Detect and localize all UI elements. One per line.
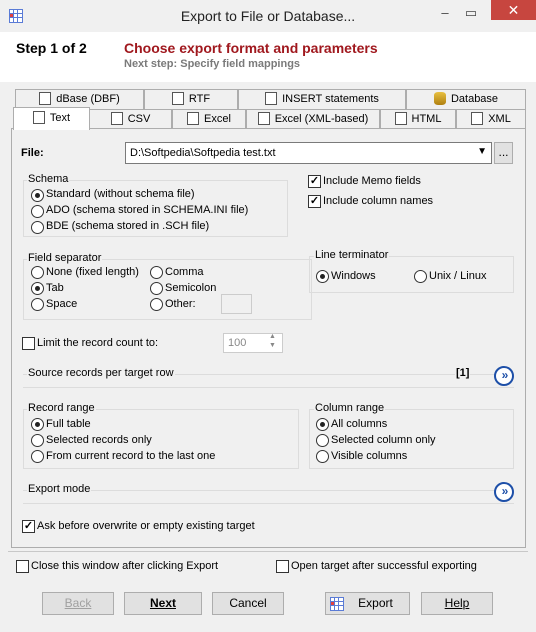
chevron-down-icon[interactable]: ▼ <box>477 146 487 157</box>
cancel-button[interactable]: Cancel <box>212 592 284 615</box>
line-terminator-title: Line terminator <box>315 249 389 261</box>
document-icon <box>172 92 184 105</box>
title-bar <box>0 0 536 33</box>
spin-down-icon[interactable]: ▼ <box>269 342 276 349</box>
schema-standard-label[interactable]: Standard (without schema file) <box>46 188 195 200</box>
tab-dbase[interactable]: dBase (DBF) <box>15 89 144 110</box>
export-mode-expand-button[interactable]: » <box>494 482 514 502</box>
range-full-table-label[interactable]: Full table <box>46 418 91 430</box>
document-icon <box>258 112 270 125</box>
separator-other-input[interactable] <box>221 294 252 314</box>
help-button[interactable]: Help <box>421 592 493 615</box>
document-icon <box>39 92 51 105</box>
separator-other-label[interactable]: Other: <box>165 298 196 310</box>
next-step-hint: Next step: Specify field mappings <box>124 58 301 70</box>
document-icon <box>33 111 45 124</box>
ask-overwrite-checkbox[interactable]: ✓ <box>23 520 34 532</box>
close-after-export-label[interactable]: Close this window after clicking Export <box>31 560 219 572</box>
limit-records-spinner[interactable] <box>223 333 283 353</box>
file-path-combobox[interactable] <box>125 142 492 164</box>
include-column-names-checkbox[interactable]: ✓ <box>309 195 320 207</box>
back-button[interactable]: Back <box>42 592 114 615</box>
step-label: Step 1 of 2 <box>16 40 87 56</box>
separator-none-radio[interactable] <box>31 266 44 279</box>
document-icon <box>187 112 199 125</box>
window-title: Export to File or Database... <box>180 8 356 24</box>
columns-selected-radio[interactable] <box>316 434 329 447</box>
range-from-current-label[interactable]: From current record to the last one <box>46 450 216 462</box>
tab-excel[interactable]: Excel <box>172 109 246 130</box>
terminator-unix-label[interactable]: Unix / Linux <box>429 270 487 282</box>
range-selected-label[interactable]: Selected records only <box>46 434 152 446</box>
tab-xml[interactable]: XML <box>456 109 526 130</box>
separator-comma-radio[interactable] <box>150 266 163 279</box>
column-range-title: Column range <box>315 402 385 414</box>
limit-records-value: 100 <box>228 337 247 349</box>
range-full-table-radio[interactable] <box>31 418 44 431</box>
document-icon <box>265 92 277 105</box>
tab-html[interactable]: HTML <box>380 109 456 130</box>
open-target-checkbox[interactable] <box>276 560 289 573</box>
tab-rtf[interactable]: RTF <box>144 89 238 110</box>
terminator-unix-radio[interactable] <box>414 270 427 283</box>
database-icon <box>434 92 446 105</box>
export-button[interactable]: Export <box>325 592 410 615</box>
columns-all-label[interactable]: All columns <box>331 418 388 430</box>
tab-csv[interactable]: CSV <box>89 109 172 130</box>
minimize-button[interactable]: – <box>441 5 449 20</box>
terminator-windows-radio[interactable] <box>316 270 329 283</box>
source-records-value: [1] <box>456 367 470 379</box>
columns-visible-radio[interactable] <box>316 450 329 463</box>
limit-records-checkbox[interactable] <box>22 337 35 350</box>
schema-group-title: Schema <box>28 173 69 185</box>
close-after-export-checkbox[interactable] <box>16 560 29 573</box>
tab-text[interactable]: Text <box>13 107 90 130</box>
schema-bde-radio[interactable] <box>31 221 44 234</box>
wizard-header <box>0 32 536 82</box>
document-icon <box>111 112 123 125</box>
close-button[interactable]: ✕ <box>491 0 536 20</box>
ask-overwrite-label[interactable]: Ask before overwrite or empty existing target <box>37 520 255 532</box>
file-label: File: <box>21 147 44 159</box>
export-mode-bar <box>23 490 514 504</box>
source-records-expand-button[interactable]: » <box>494 366 514 386</box>
open-target-label[interactable]: Open target after successful exporting <box>291 560 477 572</box>
separator-tab-radio[interactable] <box>31 282 44 295</box>
divider <box>8 551 528 552</box>
limit-records-label[interactable]: Limit the record count to: <box>37 337 159 349</box>
separator-space-label[interactable]: Space <box>46 298 78 310</box>
separator-none-label[interactable]: None (fixed length) <box>46 266 139 278</box>
file-path-value: D:\Softpedia\Softpedia test.txt <box>130 147 276 159</box>
next-button[interactable]: Next <box>124 592 202 615</box>
include-column-names-label[interactable]: Include column names <box>323 195 434 207</box>
restore-button[interactable]: ▭ <box>464 5 478 20</box>
spin-up-icon[interactable]: ▲ <box>269 333 276 340</box>
terminator-windows-label[interactable]: Windows <box>331 270 376 282</box>
separator-other-radio[interactable] <box>150 298 163 311</box>
range-selected-radio[interactable] <box>31 434 44 447</box>
columns-visible-label[interactable]: Visible columns <box>331 450 408 462</box>
range-from-current-radio[interactable] <box>31 450 44 463</box>
tab-excel-xml[interactable]: Excel (XML-based) <box>246 109 380 130</box>
step-title: Choose export format and parameters <box>124 40 378 56</box>
include-memo-checkbox[interactable]: ✓ <box>309 175 320 187</box>
export-mode-label: Export mode <box>28 483 91 495</box>
source-records-label: Source records per target row <box>28 367 174 379</box>
document-icon <box>471 112 483 125</box>
field-separator-title: Field separator <box>28 252 102 264</box>
schema-bde-label[interactable]: BDE (schema stored in .SCH file) <box>46 220 210 232</box>
columns-all-radio[interactable] <box>316 418 329 431</box>
schema-standard-radio[interactable] <box>31 189 44 202</box>
browse-button[interactable]: ... <box>494 142 513 164</box>
separator-semicolon-label[interactable]: Semicolon <box>165 282 217 294</box>
schema-ado-radio[interactable] <box>31 205 44 218</box>
separator-tab-label[interactable]: Tab <box>46 282 64 294</box>
separator-space-radio[interactable] <box>31 298 44 311</box>
record-range-title: Record range <box>28 402 95 414</box>
include-memo-label[interactable]: Include Memo fields <box>323 175 421 187</box>
document-icon <box>395 112 407 125</box>
export-grid-icon <box>330 597 344 611</box>
columns-selected-label[interactable]: Selected column only <box>331 434 436 446</box>
schema-ado-label[interactable]: ADO (schema stored in SCHEMA.INI file) <box>46 204 249 216</box>
tab-insert-statements[interactable]: INSERT statements <box>238 89 406 110</box>
separator-semicolon-radio[interactable] <box>150 282 163 295</box>
separator-comma-label[interactable]: Comma <box>165 266 204 278</box>
tab-database[interactable]: Database <box>406 89 526 110</box>
